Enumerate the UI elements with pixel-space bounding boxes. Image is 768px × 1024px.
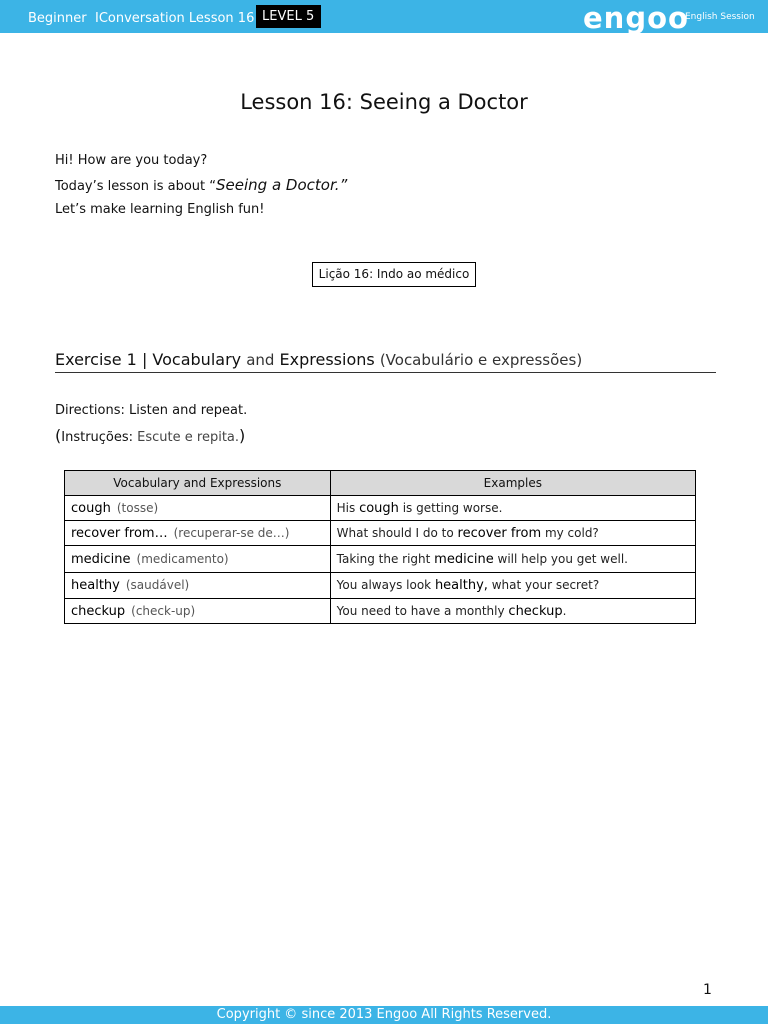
example-cell — [330, 599, 695, 624]
exercise-word-expressions: Expressions — [279, 350, 375, 369]
instructions-text: Escute e repita. — [137, 430, 240, 445]
term-translation: (tosse) — [116, 500, 159, 515]
term-translation: (check-up) — [131, 603, 196, 618]
table-row — [65, 521, 696, 546]
directions-text: : Listen and repeat. — [120, 403, 248, 418]
exercise-translation: (Vocabulário e expressões) — [379, 351, 583, 369]
table-header-row — [65, 471, 696, 496]
term-cell — [65, 599, 331, 624]
intro-suffix: ” — [339, 176, 348, 194]
example-post: is getting worse. — [398, 500, 503, 515]
example-pre: Taking the right — [336, 551, 435, 566]
term: checkup — [71, 603, 126, 619]
intro-line-2 — [55, 176, 347, 194]
term: recover from… — [71, 525, 168, 541]
example-post: will help you get well. — [493, 551, 628, 566]
intro-prefix: Today’s lesson is about “ — [55, 179, 217, 194]
directions — [55, 403, 247, 418]
example-pre: His — [336, 500, 360, 515]
table-row — [65, 573, 696, 599]
open-paren: ( — [55, 426, 62, 445]
example-post: what your secret? — [487, 578, 600, 592]
term-cell — [65, 546, 331, 573]
level-label: Beginner — [28, 11, 87, 26]
term-translation: (medicamento) — [136, 551, 229, 566]
example-cell — [330, 496, 695, 521]
intro-line-3: Let’s make learning English fun! — [55, 202, 265, 217]
engoo-logo: engoo — [583, 1, 689, 35]
example-key: recover from — [457, 525, 542, 541]
example-key: healthy, — [434, 578, 488, 593]
logo-subtitle: English Session — [685, 12, 755, 22]
header-vocabulary: Vocabulary and Expressions — [65, 471, 331, 496]
term-cell — [65, 521, 331, 546]
term: medicine — [71, 551, 131, 567]
level-badge: LEVEL 5 — [256, 5, 321, 28]
example-post: my cold? — [541, 525, 599, 540]
example-pre: You need to have a monthly — [336, 603, 509, 618]
exercise-word-vocabulary: Vocabulary — [152, 350, 242, 369]
lesson-label: ⅠConversation Lesson 16 — [95, 11, 255, 26]
term: healthy — [71, 578, 120, 593]
table-row — [65, 599, 696, 624]
exercise-heading — [55, 350, 716, 373]
example-pre: You always look — [336, 578, 435, 592]
term: cough — [71, 500, 111, 516]
instructions-pt — [55, 426, 245, 445]
page-number: 1 — [703, 982, 712, 998]
exercise-separator: | — [141, 350, 148, 369]
example-cell — [330, 521, 695, 546]
lesson-topic: Seeing a Doctor. — [216, 176, 340, 194]
example-key: cough — [359, 500, 399, 516]
close-paren: ) — [239, 426, 246, 445]
table-row — [65, 546, 696, 573]
translation-box: Lição 16: Indo ao médico — [312, 262, 476, 287]
table-row — [65, 496, 696, 521]
example-key: medicine — [434, 551, 494, 567]
header-examples: Examples — [330, 471, 695, 496]
page-title: Lesson 16: Seeing a Doctor — [240, 90, 528, 114]
vocabulary-table — [64, 470, 696, 624]
term-cell — [65, 573, 331, 599]
term-translation: (saudável) — [125, 578, 190, 592]
example-key: checkup — [508, 603, 563, 619]
directions-label: Directions — [55, 403, 121, 418]
intro-line-1: Hi! How are you today? — [55, 153, 208, 168]
example-post: . — [562, 603, 567, 618]
header-bar — [0, 0, 768, 33]
example-pre: What should I do to — [336, 525, 458, 540]
term-cell — [65, 496, 331, 521]
example-cell — [330, 546, 695, 573]
exercise-label: Exercise 1 — [55, 350, 137, 369]
copyright-footer: Copyright © since 2013 Engoo All Rights Reserved. — [0, 1006, 768, 1024]
term-translation: (recuperar-se de…) — [173, 525, 290, 540]
example-cell — [330, 573, 695, 599]
instructions-label: Instruções: — [61, 430, 134, 445]
exercise-and: and — [246, 351, 275, 369]
